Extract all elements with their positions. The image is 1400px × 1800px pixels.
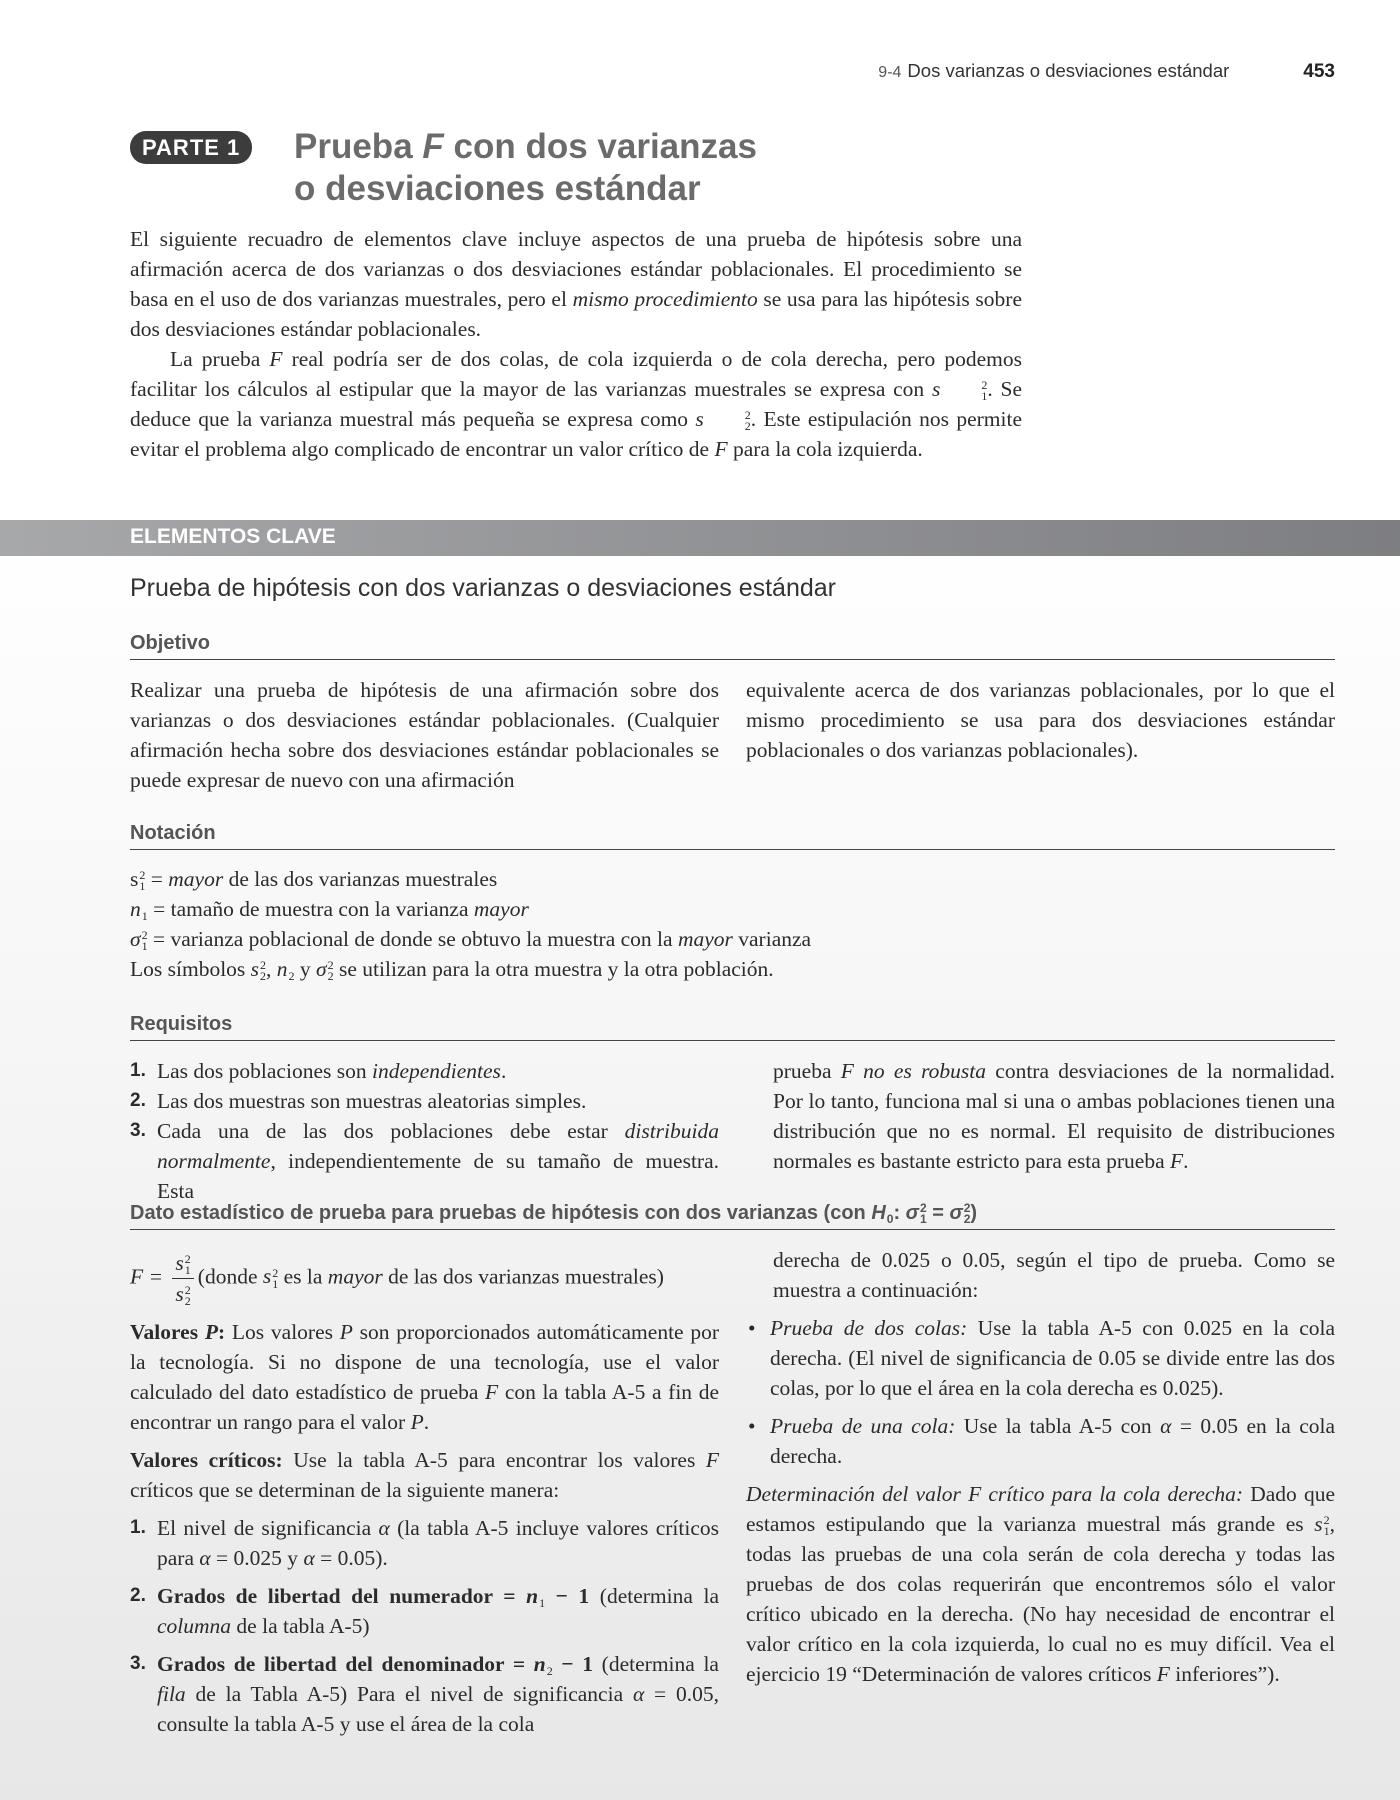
- text: contra desviaciones de la normalidad. Por lo tanto, funciona mal si una o ambas poblaciones tienen una distribución que no es normal. El requisito de distribuciones normales es bastante estricto para esta prueba: [773, 1059, 1336, 1173]
- text: (la tabla A-5 incluye valores críticos para: [157, 1516, 720, 1570]
- italic-text: Prueba de una cola:: [770, 1414, 956, 1438]
- italic-text: P: [410, 1410, 424, 1434]
- text: real podría ser de dos colas, de cola izquierda o de cola derecha, pero podemos facilitar los cálculos al estipular que la mayor de las varianzas muestrales se expresa con: [130, 347, 1023, 401]
- requirements-list: [130, 1056, 719, 1206]
- requirement-item: [130, 1086, 719, 1116]
- math-symbol: s 2 1: [1314, 1512, 1330, 1539]
- critical-item: [130, 1581, 719, 1641]
- page-title: [294, 126, 757, 210]
- math-symbol: n 1: [130, 897, 148, 924]
- italic-text: F: [1156, 1662, 1170, 1686]
- bold-text: Valores: [130, 1320, 205, 1344]
- item-number: 2.: [130, 1090, 146, 1111]
- bold-text: Grados de libertad del numerador =: [157, 1584, 527, 1608]
- notation-line: [130, 954, 1335, 984]
- italic-text: distribuida normalmente: [157, 1119, 719, 1173]
- determination-text: [746, 1479, 1335, 1689]
- section-title: Dos varianzas o desviaciones estándar: [907, 60, 1230, 81]
- text: = 0.025 y: [210, 1546, 304, 1570]
- italic-text: α: [303, 1546, 315, 1570]
- text: es la: [278, 1264, 328, 1289]
- italic-text: Prueba de dos colas:: [770, 1316, 968, 1340]
- key-elements-bar: [0, 520, 1400, 556]
- italic-text: F: [714, 437, 728, 461]
- item-number: 3.: [130, 1120, 146, 1141]
- text: = tamaño de muestra con la varianza: [147, 897, 474, 921]
- text: :: [893, 1202, 906, 1224]
- italic-text: P: [339, 1320, 353, 1344]
- text: se utilizan para la otra muestra y la otra población.: [333, 957, 774, 981]
- italic-text: mayor: [677, 927, 733, 951]
- critical-values-text: [130, 1445, 719, 1505]
- bullet-item: [746, 1313, 1335, 1403]
- text: se usa para las hipótesis sobre dos desviaciones estándar poblacionales.: [130, 287, 1022, 341]
- math-symbol: s 2 1: [931, 377, 988, 404]
- text: (determina la: [589, 1584, 719, 1608]
- running-header: [878, 60, 1335, 83]
- text: , independientemente de su tamaño de muestra. Esta: [157, 1149, 719, 1203]
- notacion-heading: Notación: [130, 822, 1335, 850]
- bold-text: − 1: [545, 1584, 590, 1608]
- bullet-icon: •: [748, 1414, 756, 1438]
- math-symbol: s 2 1: [130, 867, 146, 894]
- text: Prueba: [294, 127, 423, 166]
- item-text: [157, 1059, 506, 1083]
- item-text: [157, 1119, 719, 1203]
- text: ,: [266, 957, 277, 981]
- math-symbol: σ 2 2: [949, 1200, 971, 1226]
- test-statistic-left: [130, 1248, 719, 1739]
- text: La prueba: [170, 347, 270, 371]
- bullet-text: [770, 1414, 1335, 1468]
- math-symbol: σ 2 1: [130, 927, 148, 954]
- title-line: [294, 126, 757, 168]
- math-symbol: s 2 2: [695, 407, 751, 434]
- text: inferiores”).: [1169, 1662, 1280, 1686]
- text: El siguiente recuadro de elementos clave incluye aspectos de una prueba de hipótesis sobre una afirmación acerca de dos varianzas o dos desviaciones estándar poblacionales. El procedimiento se basa en el uso de dos varianzas muestrales, pero el: [130, 227, 1022, 311]
- section-number: 9-4: [878, 64, 902, 81]
- italic-text: mayor: [168, 867, 224, 891]
- bullet-icon: •: [748, 1316, 756, 1340]
- text: equivalente acerca de dos varianzas poblacionales, por lo que el mismo procedimiento se usa para dos desviaciones estándar poblacionales o dos varianzas poblacionales).: [746, 678, 1335, 762]
- item-text: [157, 1584, 719, 1638]
- math-symbol: n 2: [533, 1652, 553, 1679]
- notation-list: [130, 864, 1335, 984]
- text: Realizar una prueba de hipótesis de una afirmación sobre dos varianzas o dos desviaciones estándar poblacionales. (Cualquier afirmación hecha sobre dos desviaciones estándar poblacionales se puede expresar de nuevo con una afirmación: [130, 678, 719, 792]
- text: Los valores: [225, 1320, 340, 1344]
- text: de la tabla A-5): [231, 1614, 370, 1638]
- italic-text: columna: [157, 1614, 232, 1638]
- italic-text: mismo procedimiento: [572, 287, 758, 311]
- math-symbol: σ 2 1: [905, 1200, 927, 1226]
- text: El nivel de significancia: [157, 1516, 379, 1540]
- text: varianza: [732, 927, 812, 951]
- text: =: [926, 1202, 950, 1224]
- italic-text: F: [485, 1380, 499, 1404]
- italic-text: independientes: [371, 1059, 501, 1083]
- item-text: [157, 1516, 719, 1570]
- italic-text: α: [1160, 1414, 1172, 1438]
- box-label: ELEMENTOS CLAVE: [130, 525, 336, 548]
- math-symbol: H 0: [871, 1202, 894, 1226]
- bullet-text: [770, 1316, 1335, 1400]
- math-symbol: σ 2 2: [316, 957, 334, 984]
- text: derecha de 0.025 o 0.05, según el tipo de prueba. Como se muestra a continuación:: [773, 1248, 1335, 1302]
- text: (donde: [197, 1264, 263, 1289]
- notation-line: [130, 924, 1335, 954]
- italic-text: α: [199, 1546, 211, 1570]
- requirement-item: [130, 1116, 719, 1206]
- italic-text: mayor: [327, 1264, 383, 1289]
- notation-line: [130, 864, 1335, 894]
- test-statistic-right: [746, 1245, 1335, 1689]
- bold-italic-text: P: [204, 1320, 218, 1344]
- paragraph: [130, 224, 1022, 344]
- objetivo-right: [746, 675, 1335, 765]
- text: , todas las pruebas de una cola serán de cola derecha y todas las pruebas de dos colas requerirán que encontremos sólo el valor crítico ubicado en la derecha. (No hay necesidad de encontrar el valor crítico en la cola izquierda, lo cual no es muy difícil. Vea el ejercicio 19 “Determinación de valores críticos: [746, 1512, 1335, 1686]
- text: para la cola izquierda.: [727, 437, 923, 461]
- p-values-text: [130, 1317, 719, 1437]
- text: =: [145, 867, 169, 891]
- text: = 0.05 en la cola derecha.: [770, 1414, 1336, 1468]
- item-number: 1.: [130, 1517, 146, 1538]
- f-formula: [130, 1248, 719, 1309]
- italic-text: F: [705, 1448, 720, 1472]
- italic-text: Determinación del valor F crítico para la cola derecha:: [746, 1482, 1244, 1506]
- text: prueba: [773, 1059, 841, 1083]
- text: Cada una de las dos poblaciones debe estar: [157, 1119, 625, 1143]
- italic-text: fila: [157, 1682, 186, 1706]
- text: Dato estadístico de prueba para pruebas de hipótesis con dos varianzas (con: [130, 1202, 872, 1224]
- text: de las dos varianzas muestrales: [223, 867, 498, 891]
- text: Use la tabla A-5 con: [955, 1414, 1161, 1438]
- text: Use la tabla A-5 con 0.025 en la cola derecha. (El nivel de significancia de 0.05 se divide entre las dos colas, por lo que el área en la cola derecha es 0.025).: [770, 1316, 1335, 1400]
- test-statistic-heading: [130, 1202, 1335, 1230]
- text: .: [500, 1059, 507, 1083]
- text: .: [1183, 1149, 1189, 1173]
- item-number: 1.: [130, 1060, 146, 1081]
- text: = 0.05).: [314, 1546, 388, 1570]
- text: = 0.05, consulte la tabla A-5 y use el área de la cola: [157, 1682, 719, 1736]
- paragraph: [130, 344, 1022, 464]
- objetivo-heading: Objetivo: [130, 632, 1335, 660]
- requirement-item: [130, 1056, 719, 1086]
- text: son proporcionados automáticamente por la tecnología. Si no dispone de una tecnología, use el valor calculado del dato estadístico de prueba: [130, 1320, 720, 1404]
- fraction: s 2 1 s 2 2: [172, 1248, 193, 1309]
- item-number: 2.: [130, 1585, 146, 1606]
- italic-text: F: [1169, 1149, 1184, 1173]
- italic-text: F: [269, 347, 283, 371]
- italic-text: F no es robusta: [840, 1059, 987, 1083]
- italic-text: α: [632, 1682, 645, 1706]
- part-badge: PARTE 1: [130, 131, 252, 164]
- continuation-text: [746, 1245, 1335, 1305]
- text: de la Tabla A-5) Para el nivel de significancia: [185, 1682, 633, 1706]
- math-symbol: n 2: [276, 957, 295, 984]
- math-symbol: s 2 1: [262, 1264, 279, 1291]
- text: ): [970, 1202, 978, 1224]
- formula-lhs: F =: [130, 1264, 164, 1289]
- title-line: [294, 168, 757, 210]
- text: Los símbolos: [130, 957, 251, 981]
- bold-text: − 1: [552, 1652, 594, 1676]
- text: con la tabla A-5 a fin de encontrar un rango para el valor: [130, 1380, 719, 1434]
- bullet-item: [746, 1411, 1335, 1471]
- page-number: 453: [1303, 61, 1335, 82]
- intro-text: [130, 224, 1022, 464]
- text: Las dos poblaciones son: [157, 1059, 372, 1083]
- critical-item: [130, 1649, 719, 1739]
- text: Use la tabla A-5 para encontrar los valores: [282, 1448, 706, 1472]
- italic-text: α: [378, 1516, 390, 1540]
- math-symbol: s 2 2: [250, 957, 267, 984]
- bold-text: Grados de libertad del denominador =: [157, 1652, 534, 1676]
- critical-item: [130, 1513, 719, 1573]
- italic-text: F: [422, 127, 444, 166]
- text: críticos que se determinan de la siguiente manera:: [130, 1478, 560, 1502]
- bold-text: :: [217, 1320, 226, 1344]
- formula-note: [197, 1264, 664, 1291]
- text: (determina la: [593, 1652, 719, 1676]
- requirements-right: [773, 1056, 1335, 1176]
- text: o desviaciones estándar: [294, 169, 701, 208]
- item-number: 3.: [130, 1653, 146, 1674]
- item-text: [157, 1652, 719, 1736]
- box-title: Prueba de hipótesis con dos varianzas o desviaciones estándar: [130, 574, 836, 602]
- text: de las dos varianzas muestrales): [382, 1264, 664, 1289]
- math-symbol: n 1: [526, 1584, 546, 1611]
- bold-text: Valores críticos:: [130, 1448, 283, 1472]
- item-text: [157, 1089, 586, 1113]
- requisitos-heading: Requisitos: [130, 1013, 1335, 1041]
- italic-text: mayor: [473, 897, 529, 921]
- denominator: s: [175, 1282, 184, 1306]
- text: . Este estipulación nos permite evitar el problema algo complicado de encontrar un valor crítico de: [130, 407, 1023, 461]
- text: Dado que estamos estipulando que la varianza muestral más grande es: [746, 1482, 1335, 1536]
- objetivo-left: [130, 675, 719, 795]
- numerator: s: [175, 1251, 184, 1275]
- text: y: [294, 957, 317, 981]
- notation-line: [130, 894, 1335, 924]
- text: Las dos muestras son muestras aleatorias simples.: [157, 1089, 587, 1113]
- text: = varianza poblacional de donde se obtuvo la muestra con la: [147, 927, 678, 951]
- text: .: [423, 1410, 430, 1434]
- text: . Se deduce que la varianza muestral más pequeña se expresa como: [130, 377, 1022, 431]
- text: con dos varianzas: [443, 127, 757, 166]
